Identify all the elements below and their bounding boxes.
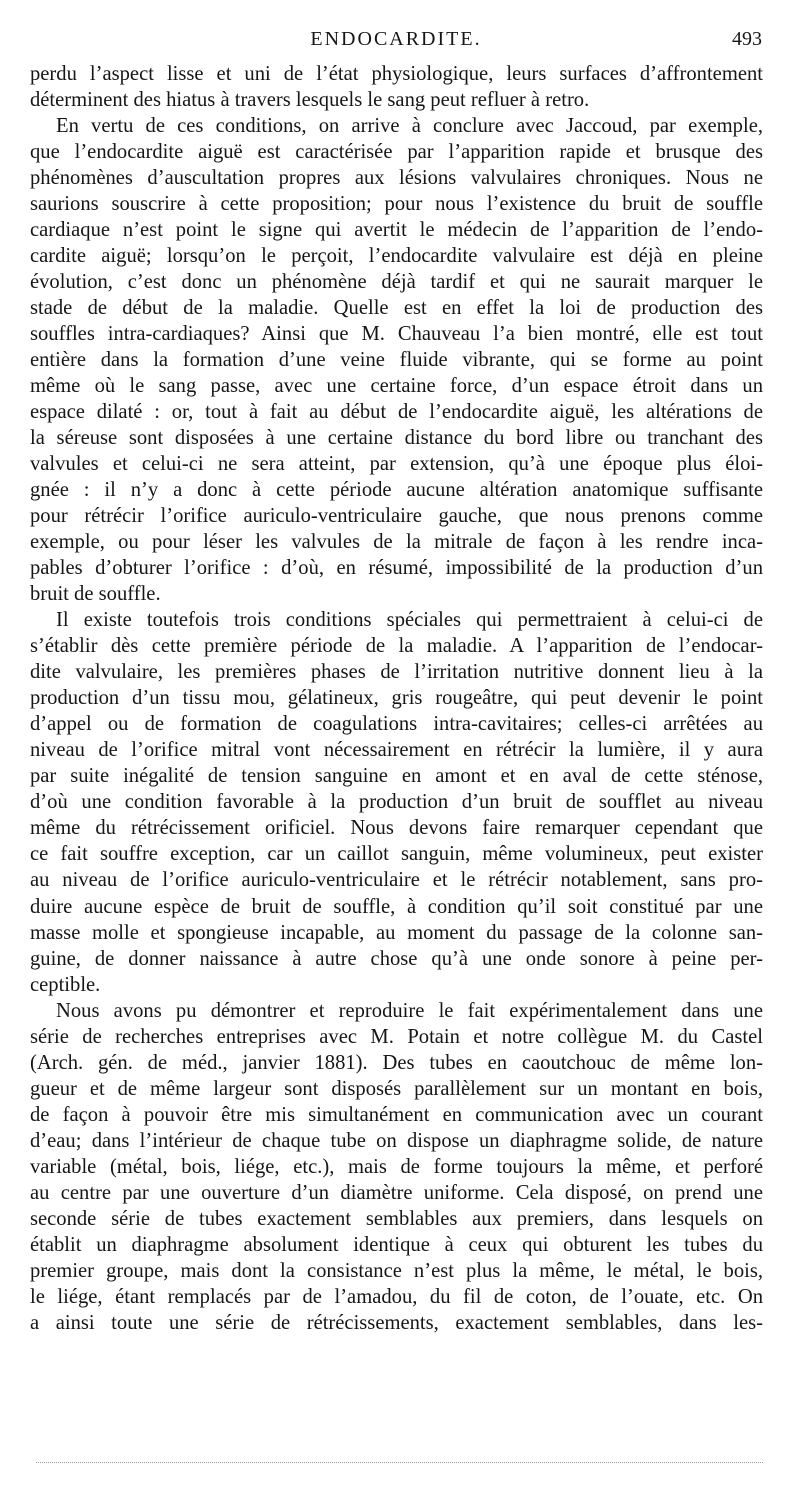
text-line: phénomènes d’auscultation propres aux lésions valvulaires chroniques. Nous ne xyxy=(30,167,763,190)
text-line: pables d’obturer l’orifice : d’où, en résumé, impossibilité de la production d’un xyxy=(30,557,763,580)
text-line: d’où une condition favorable à la production d’un bruit de soufflet au niveau xyxy=(30,791,763,814)
text-line: cardite aiguë; lorsqu’on le perçoit, l’endocardite valvulaire est déjà en pleine xyxy=(30,245,763,268)
page-number: 493 xyxy=(732,28,762,50)
text-line: En vertu de ces conditions, on arrive à conclure avec Jaccoud, par exemple, xyxy=(56,115,763,138)
text-line: niveau de l’orifice mitral vont nécessairement en rétrécir la lumière, il y aura xyxy=(30,739,763,762)
text-line: d’eau; dans l’intérieur de chaque tube on dispose un diaphragme solide, de nature xyxy=(30,1129,763,1152)
text-line: série de recherches entreprises avec M. Potain et notre collègue M. du Castel xyxy=(30,1025,763,1048)
text-line: production d’un tissu mou, gélatineux, gris rougeâtre, qui peut devenir le point xyxy=(30,687,763,710)
text-line: cardiaque n’est point le signe qui avertit le médecin de l’apparition de l’endo- xyxy=(30,219,763,242)
text-line: saurions souscrire à cette proposition; pour nous l’existence du bruit de souffle xyxy=(30,193,763,216)
text-line: espace dilaté : or, tout à fait au début de l’endocardite aiguë, les altérations de xyxy=(30,401,763,424)
text-line: entière dans la formation d’une veine fluide vibrante, qui se forme au point xyxy=(30,349,763,372)
text-line: que l’endocardite aiguë est caractérisée par l’apparition rapide et brusque des xyxy=(30,141,763,164)
text-line: au centre par une ouverture d’un diamètre uniforme. Cela disposé, on prend une xyxy=(30,1181,763,1204)
text-line: gueur et de même largeur sont disposés parallèlement sur un montant en bois, xyxy=(30,1077,763,1100)
text-line: ceptible. xyxy=(30,973,101,996)
text-line: déterminent des hiatus à travers lesquels le sang peut refluer à retro. xyxy=(30,89,590,112)
text-line: exemple, ou pour léser les valvules de la mitrale de façon à les rendre inca- xyxy=(30,531,763,554)
text-line: Nous avons pu démontrer et reproduire le fait expérimentalement dans une xyxy=(56,999,763,1022)
text-line: variable (métal, bois, liége, etc.), mais de forme toujours la même, et perforé xyxy=(30,1155,763,1178)
text-line: souffles intra-cardiaques? Ainsi que M. Chauveau l’a bien montré, elle est tout xyxy=(30,323,763,346)
text-line: pour rétrécir l’orifice auriculo-ventriculaire gauche, que nous prenons comme xyxy=(30,505,763,528)
text-line: dite valvulaire, les premières phases de l’irritation nutritive donnent lieu à la xyxy=(30,661,763,684)
text-line: seconde série de tubes exactement semblables aux premiers, dans lesquels on xyxy=(30,1207,763,1230)
running-head xyxy=(30,28,762,54)
text-line: Il existe toutefois trois conditions spéciales qui permettraient à celui-ci de xyxy=(56,609,763,632)
text-line: de façon à pouvoir être mis simultanément en communication avec un courant xyxy=(30,1103,763,1126)
text-line: masse molle et spongieuse incapable, au moment du passage de la colonne san- xyxy=(30,921,763,944)
text-line: évolution, c’est donc un phénomène déjà tardif et qui ne saurait marquer le xyxy=(30,271,763,294)
text-line: le liége, étant remplacés par de l’amadou, du fil de coton, de l’ouate, etc. On xyxy=(30,1285,763,1308)
text-line: premier groupe, mais dont la consistance n’est plus la même, le métal, le bois, xyxy=(30,1259,763,1282)
text-line: guine, de donner naissance à autre chose qu’à une onde sonore à peine per- xyxy=(30,947,763,970)
text-line: gnée : il n’y a donc à cette période aucune altération anatomique suffisante xyxy=(30,479,763,502)
text-line: (Arch. gén. de méd., janvier 1881). Des tubes en caoutchouc de même lon- xyxy=(30,1051,763,1074)
text-line: a ainsi toute une série de rétrécissements, exactement semblables, dans les- xyxy=(30,1311,763,1334)
text-line: même du rétrécissement orificiel. Nous devons faire remarquer cependant que xyxy=(30,817,763,840)
body-text xyxy=(30,61,763,1336)
text-line: duire aucune espèce de bruit de souffle, à condition qu’il soit constitué par une xyxy=(30,895,763,918)
text-line: au niveau de l’orifice auriculo-ventriculaire et le rétrécir notablement, sans pro- xyxy=(30,869,763,892)
text-line: perdu l’aspect lisse et uni de l’état physiologique, leurs surfaces d’affrontement xyxy=(30,63,763,85)
text-line: ce fait souffre exception, car un caillot sanguin, même volumineux, peut exister xyxy=(30,843,763,866)
text-line: d’appel ou de formation de coagulations intra-cavitaires; celles-ci arrêtées au xyxy=(30,713,763,736)
text-line: la séreuse sont disposées à une certaine distance du bord libre ou tranchant des xyxy=(30,427,763,450)
footer-dotted-rule xyxy=(36,1462,763,1463)
text-line: établit un diaphragme absolument identique à ceux qui obturent les tubes du xyxy=(30,1233,763,1256)
text-line: même où le sang passe, avec une certaine force, d’un espace étroit dans un xyxy=(30,375,763,398)
text-line: stade de début de la maladie. Quelle est en effet la loi de production des xyxy=(30,297,763,320)
text-line: s’établir dès cette première période de la maladie. A l’apparition de l’endocar- xyxy=(30,635,763,658)
text-line: bruit de souffle. xyxy=(30,583,161,606)
text-line: par suite inégalité de tension sanguine en amont et en aval de cette sténose, xyxy=(30,765,763,788)
running-title: ENDOCARDITE. xyxy=(310,28,482,50)
text-line: valvules et celui-ci ne sera atteint, par extension, qu’à une époque plus éloi- xyxy=(30,453,763,476)
